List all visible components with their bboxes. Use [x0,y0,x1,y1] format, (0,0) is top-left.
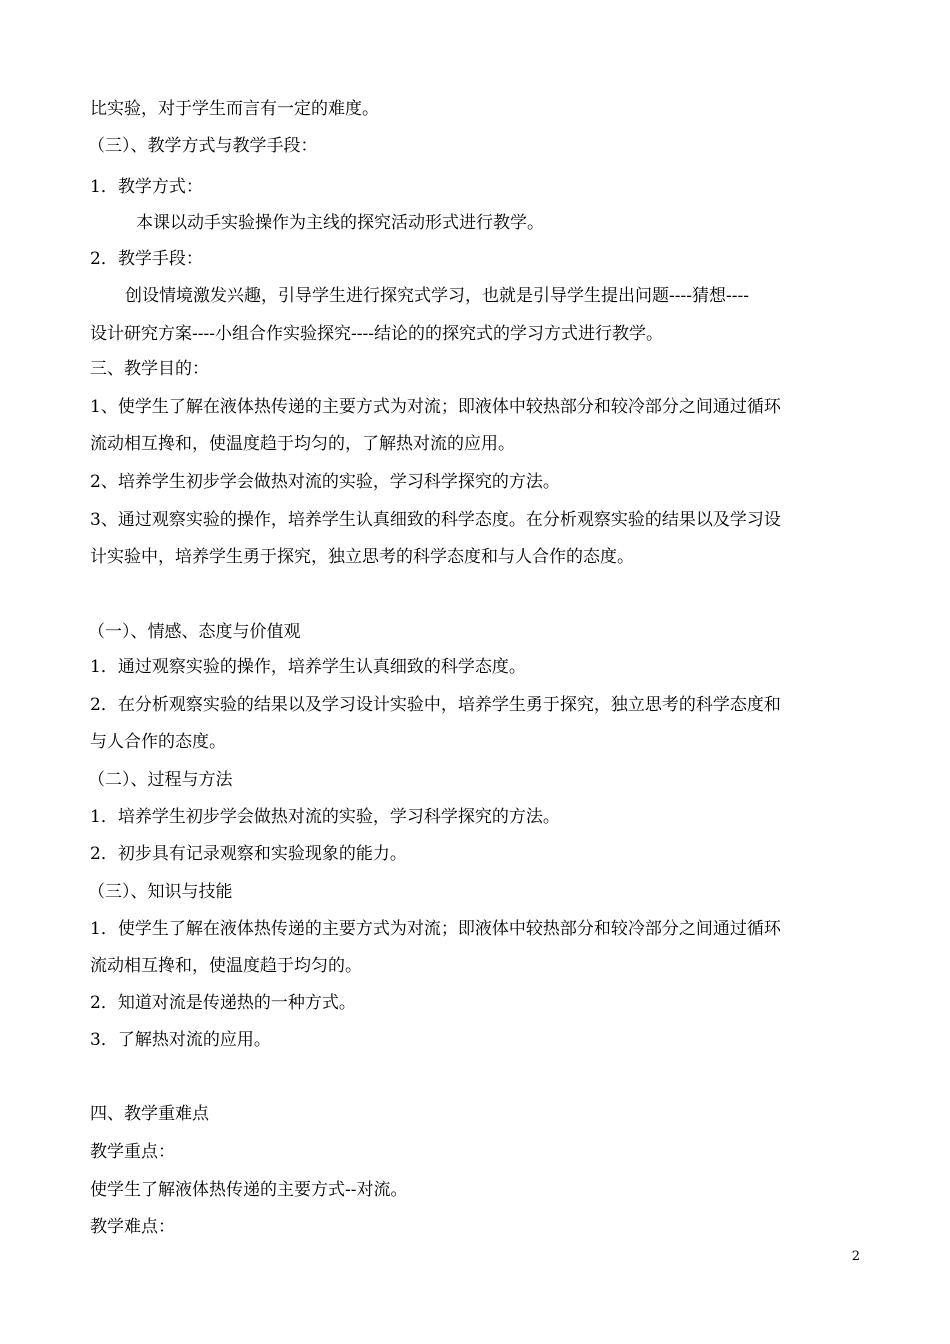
list-item: 3．了解热对流的应用。 [90,1030,271,1050]
list-item: 2．教学手段： [90,249,203,269]
paragraph-line: 计实验中，培养学生勇于探究，独立思考的科学态度和与人合作的态度。 [90,547,634,567]
section-heading: 三、教学目的： [90,359,209,379]
paragraph-line: 流动相互搀和，使温度趋于均匀的，了解热对流的应用。 [90,434,515,454]
list-item: 2．在分析观察实验的结果以及学习设计实验中，培养学生勇于探究，独立思考的科学态度和 [90,695,781,715]
page-number: 2 [851,1249,860,1264]
list-item: 2．初步具有记录观察和实验现象的能力。 [90,844,407,864]
list-item: 1．培养学生初步学会做热对流的实验，学习科学探究的方法。 [90,807,560,827]
label-line: 教学重点： [90,1142,175,1162]
paragraph-line: 流动相互搀和，使温度趋于均匀的。 [90,956,362,976]
list-item: 1．教学方式： [90,177,203,197]
paragraph-line: 创设情境激发兴趣，引导学生进行探究式学习，也就是引导学生提出问题----猜想---- [125,286,749,306]
subsection-heading: （一）、情感、态度与价值观 [88,622,301,642]
paragraph-line: 使学生了解液体热传递的主要方式--对流。 [90,1180,408,1200]
paragraph-line: 与人合作的态度。 [90,732,226,752]
subsection-heading: （三）、知识与技能 [88,882,233,902]
section-heading: 四、教学重难点 [90,1104,209,1124]
label-line: 教学难点： [90,1217,175,1237]
paragraph-line: 比实验，对于学生而言有一定的难度。 [90,99,379,119]
paragraph-line: 本课以动手实验操作为主线的探究活动形式进行教学。 [136,213,544,233]
list-item: 1、使学生了解在液体热传递的主要方式为对流；即液体中较热部分和较冷部分之间通过循环 [90,397,781,417]
list-item: 2、培养学生初步学会做热对流的实验，学习科学探究的方法。 [90,472,560,492]
list-item: 1．通过观察实验的操作，培养学生认真细致的科学态度。 [90,657,526,677]
list-item: 1．使学生了解在液体热传递的主要方式为对流；即液体中较热部分和较冷部分之间通过循环 [90,919,781,939]
subsection-heading: （二）、过程与方法 [88,770,233,790]
subsection-heading: （三）、教学方式与教学手段： [88,136,318,156]
list-item: 3、通过观察实验的操作，培养学生认真细致的科学态度。在分析观察实验的结果以及学习设 [90,510,781,530]
list-item: 2．知道对流是传递热的一种方式。 [90,993,356,1013]
paragraph-line: 设计研究方案----小组合作实验探究----结论的的探究式的学习方式进行教学。 [90,324,663,344]
